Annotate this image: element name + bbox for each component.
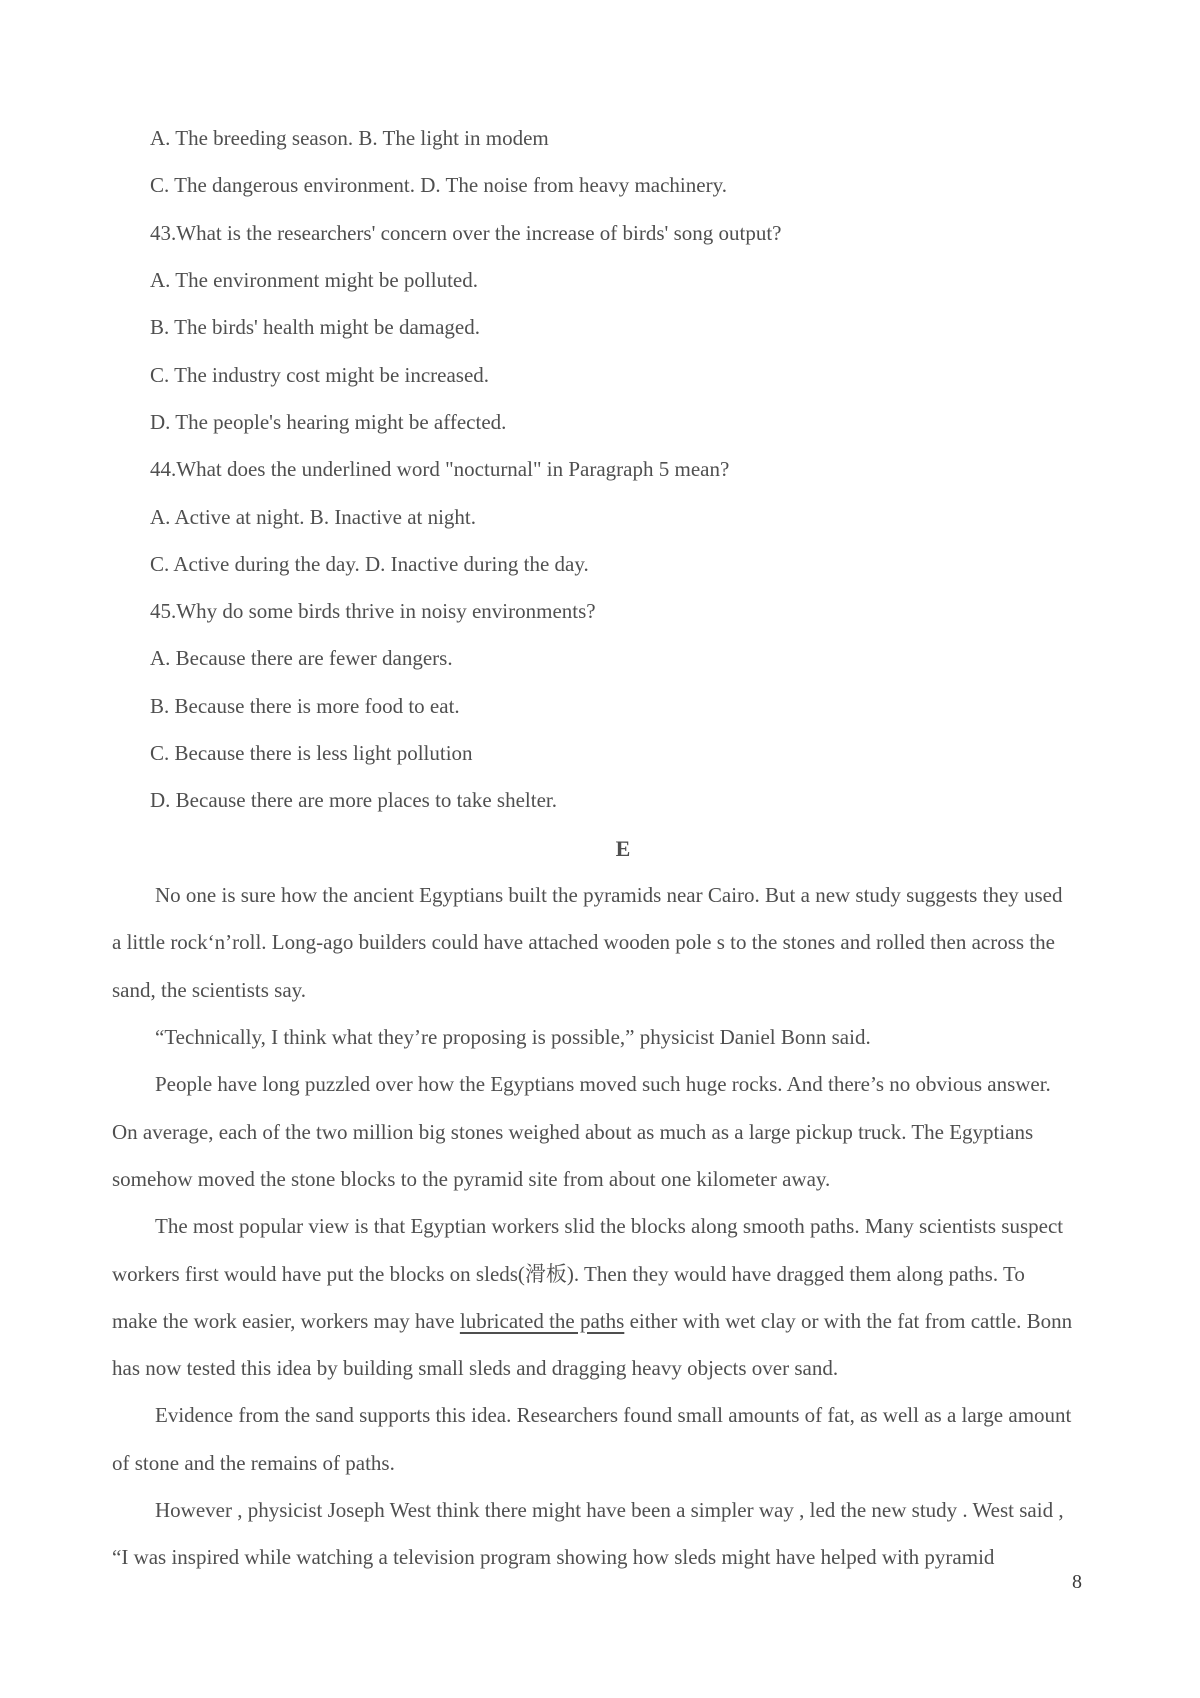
text-segment: B. Because there is more food to eat. (150, 693, 460, 718)
text-segment: 43.What is the researchers' concern over the increase of birds' song output? (150, 220, 782, 245)
text-segment: C. The dangerous environment. D. The noise from heavy machinery. (150, 173, 727, 198)
doc-line-para-first (112, 1487, 1094, 1534)
text-segment: A. Because there are fewer dangers. (150, 646, 453, 671)
text-segment: B. The birds' health might be damaged. (150, 315, 480, 340)
text-segment: workers first would have put the blocks on sleds(滑板). Then they would have dragged them along paths. To (112, 1261, 1025, 1286)
doc-line-option (112, 635, 1094, 682)
text-segment: either with wet clay or with the fat from cattle. Bonn (624, 1308, 1073, 1333)
doc-line-option (112, 730, 1094, 777)
text-segment: The most popular view is that Egyptian workers slid the blocks along smooth paths. Many scientists suspect (155, 1214, 1064, 1239)
text-segment: D. The people's hearing might be affected. (150, 409, 507, 434)
doc-line-para-first (112, 1061, 1094, 1108)
doc-line-option (112, 541, 1094, 588)
text-segment: E (615, 835, 631, 861)
doc-line-para-cont (112, 1345, 1094, 1392)
doc-line-para-cont (112, 1109, 1094, 1156)
text-segment: 45.Why do some birds thrive in noisy environments? (150, 599, 596, 624)
text-segment: 44.What does the underlined word "nocturnal" in Paragraph 5 mean? (150, 457, 730, 482)
text-segment: However , physicist Joseph West think there might have been a simpler way , led the new study . West said , (155, 1498, 1064, 1523)
text-segment: A. Active at night. B. Inactive at night. (150, 504, 477, 529)
underlined-phrase: lubricated the paths (459, 1308, 625, 1333)
text-segment: C. The industry cost might be increased. (150, 362, 490, 387)
doc-line-option (112, 399, 1094, 446)
doc-line-option (112, 162, 1094, 209)
text-segment: No one is sure how the ancient Egyptians built the pyramids near Cairo. But a new study suggests they used (155, 883, 1063, 907)
doc-line-para-cont (112, 1440, 1094, 1487)
doc-line-option (112, 352, 1094, 399)
doc-line-option (112, 304, 1094, 351)
doc-line-question (112, 210, 1094, 257)
text-segment: sand, the scientists say. (112, 977, 307, 1002)
doc-line-question (112, 446, 1094, 493)
doc-line-para-first (112, 1014, 1094, 1061)
doc-line-para-cont (112, 919, 1094, 966)
doc-line-para-first (112, 1392, 1094, 1439)
doc-line-para-cont (112, 1534, 1094, 1581)
text-segment: “I was inspired while watching a television program showing how sleds might have helped with pyramid (112, 1545, 995, 1570)
doc-line-para-first (112, 1203, 1094, 1250)
text-segment: People have long puzzled over how the Egyptians moved such huge rocks. And there’s no obvious answer. (155, 1072, 1051, 1097)
doc-line-para-cont (112, 967, 1094, 1014)
document-content (112, 115, 1094, 1582)
doc-line-option (112, 257, 1094, 304)
text-segment: make the work easier, workers may have (112, 1308, 460, 1333)
doc-line-option (112, 115, 1094, 162)
text-segment: C. Because there is less light pollution (150, 741, 473, 766)
doc-line-para-cont (112, 1156, 1094, 1203)
page-number: 8 (1072, 1571, 1082, 1593)
text-segment: On average, each of the two million big stones weighed about as much as a large pickup truck. The Egyptians (112, 1119, 1034, 1144)
text-segment: of stone and the remains of paths. (112, 1450, 395, 1475)
text-segment: Evidence from the sand supports this idea. Researchers found small amounts of fat, as well as a large amount (155, 1403, 1072, 1428)
section-heading (112, 825, 1094, 872)
text-segment: a little rock‘n’roll. Long-ago builders could have attached wooden pole s to the stones and rolled then across the (112, 930, 1055, 955)
text-segment: somehow moved the stone blocks to the pyramid site from about one kilometer away. (112, 1166, 831, 1191)
text-segment: “Technically, I think what they’re proposing is possible,” physicist Daniel Bonn said. (155, 1024, 871, 1049)
doc-line-option (112, 494, 1094, 541)
doc-line-question (112, 588, 1094, 635)
text-segment: C. Active during the day. D. Inactive during the day. (150, 551, 589, 576)
doc-line-option (112, 777, 1094, 824)
doc-line-para-cont (112, 1298, 1094, 1345)
text-segment: has now tested this idea by building small sleds and dragging heavy objects over sand. (112, 1356, 839, 1381)
text-segment: A. The environment might be polluted. (150, 267, 478, 292)
text-segment: A. The breeding season. B. The light in modem (150, 126, 549, 150)
doc-line-para-first (112, 872, 1094, 919)
text-segment: D. Because there are more places to take shelter. (150, 788, 557, 813)
doc-line-option (112, 683, 1094, 730)
doc-line-para-cont (112, 1251, 1094, 1298)
